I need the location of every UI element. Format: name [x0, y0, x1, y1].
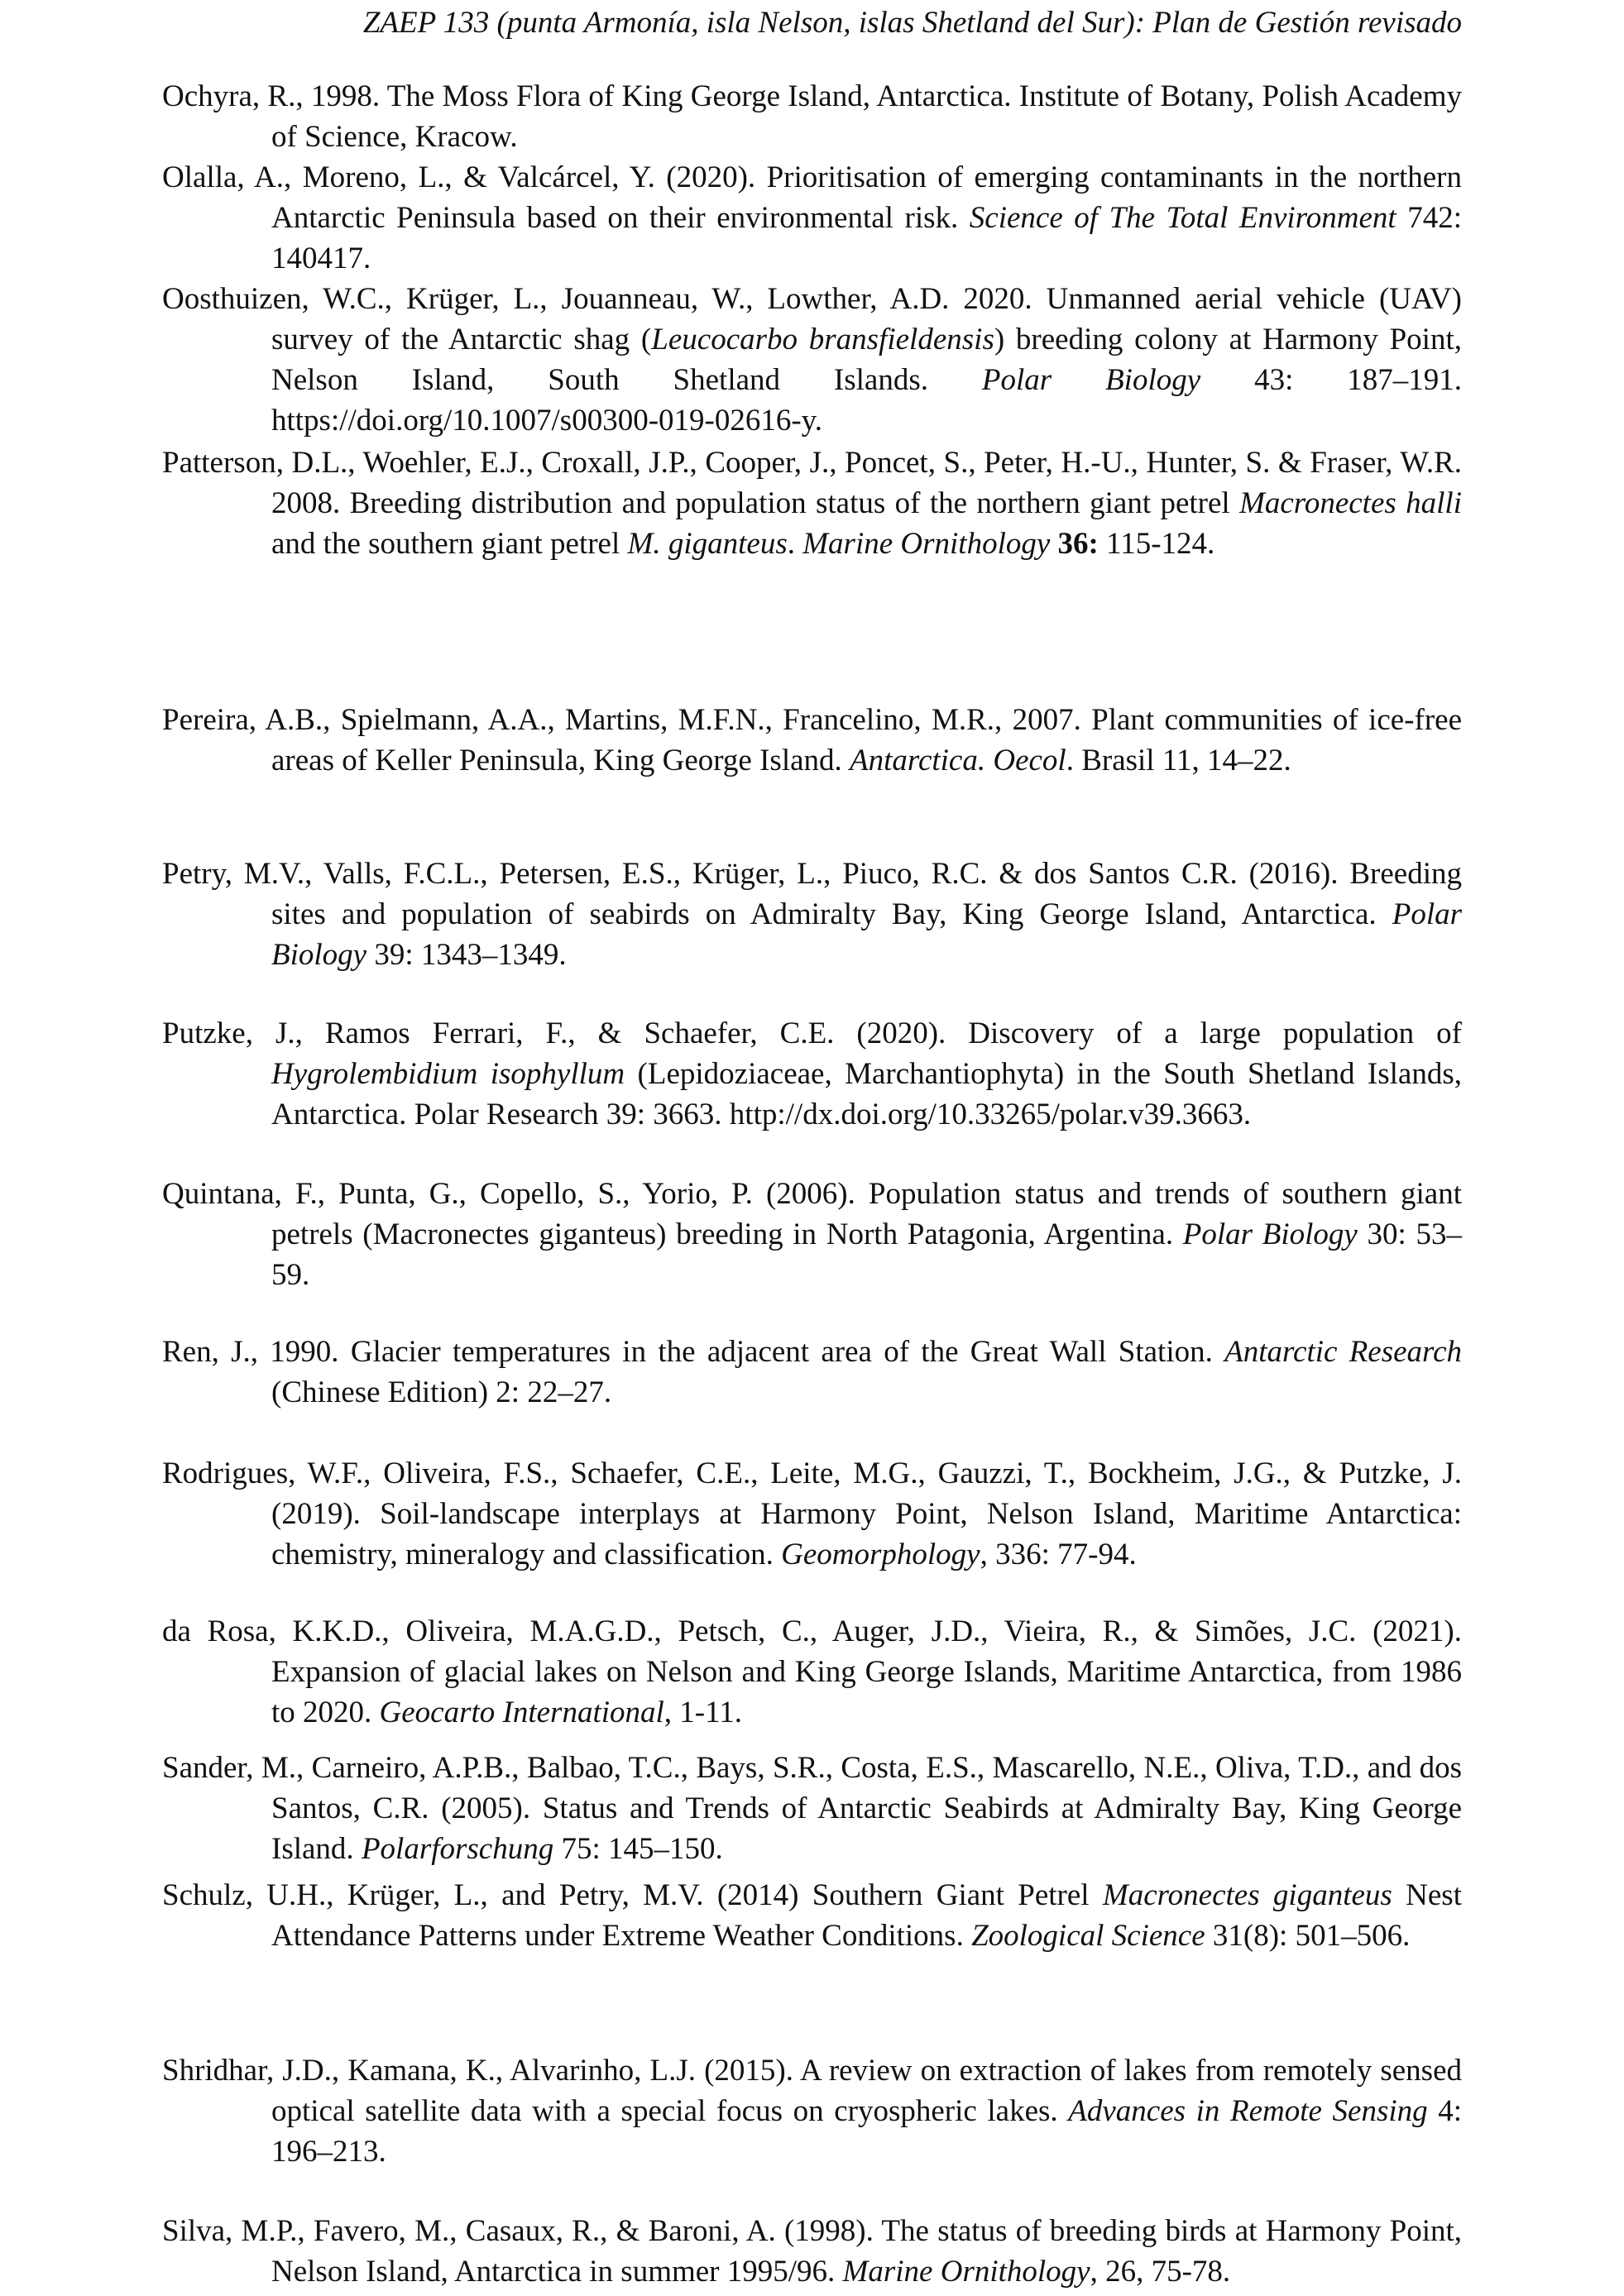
- reference-text: Sander, M., Carneiro, A.P.B., Balbao, T.C., Bays, S.R., Costa, E.S., Mascarello, N.E., Oliva, T.D., and dos Santos, C.R. (2005). Status and Trends of Antarctic Seabirds at Admiralty Bay, King George Island.: [162, 1751, 1462, 1866]
- reference-text: . Brasil 11, 14–22.: [1066, 744, 1291, 777]
- reference-text: 30: 53–59.: [271, 1217, 1462, 1292]
- reference-entry: [162, 1013, 1462, 1135]
- reference-text: Quintana, F., Punta, G., Copello, S., Yorio, P. (2006). Population status and trends of southern giant petrels (Macronectes giganteus) breeding in North Patagonia, Argentina.: [162, 1177, 1462, 1251]
- reference-text: Silva, M.P., Favero, M., Casaux, R., & Baroni, A. (1998). The status of breeding birds at Harmony Point, Nelson Island, Antarctica in summer 1995/96.: [162, 2214, 1462, 2289]
- reference-italic-text: Advances in Remote Sensing: [1068, 2094, 1428, 2128]
- reference-text: Putzke, J., Ramos Ferrari, F., & Schaefer, C.E. (2020). Discovery of a large population of: [162, 1016, 1462, 1050]
- reference-italic-text: Antarctic Research: [1224, 1335, 1463, 1369]
- reference-entry: [162, 700, 1462, 781]
- reference-text: 31(8): 501–506.: [1205, 1919, 1411, 1953]
- reference-text: (Lepidoziaceae, Marchantiophyta) in the South Shetland Islands, Antarctica. Polar Research 39: 3663. http://dx.doi.org/10.33265/polar.v39.3663.: [271, 1057, 1462, 1131]
- reference-entry: [162, 854, 1462, 975]
- reference-text: Petry, M.V., Valls, F.C.L., Petersen, E.S., Krüger, L., Piuco, R.C. & dos Santos C.R. (2016). Breeding sites and population of seabirds on Admiralty Bay, King George Island, Antarctica.: [162, 857, 1462, 931]
- reference-text: 75: 145–150.: [553, 1832, 723, 1866]
- reference-text: 742: 140417.: [271, 201, 1462, 275]
- reference-text: da Rosa, K.K.D., Oliveira, M.A.G.D., Petsch, C., Auger, J.D., Vieira, R., & Simões, J.C. (2021). Expansion of glacial lakes on Nelson and King George Islands, Maritime Antarctica, from 1986 to 2020.: [162, 1614, 1462, 1729]
- reference-text: Rodrigues, W.F., Oliveira, F.S., Schaefer, C.E., Leite, M.G., Gauzzi, T., Bockheim, J.G., & Putzke, J. (2019). Soil-landscape interplays at Harmony Point, Nelson Island, Maritime Antarctica: chemistry, mineralogy and classification.: [162, 1457, 1462, 1571]
- reference-italic-text: Polar Biology: [271, 897, 1462, 972]
- reference-entry: [162, 1748, 1462, 1869]
- reference-entry: [162, 442, 1462, 564]
- reference-text: .: [787, 527, 803, 561]
- reference-text: [1050, 527, 1057, 561]
- reference-italic-text: Marine Ornithology: [802, 527, 1051, 561]
- reference-text: 39: 1343–1349.: [366, 938, 567, 972]
- reference-entry: [162, 1174, 1462, 1295]
- reference-text: 43: 187–191. https://doi.org/10.1007/s00300-019-02616-y.: [271, 363, 1462, 438]
- reference-text: , 26, 75-78.: [1090, 2255, 1231, 2289]
- reference-italic-text: Macronectes halli: [1239, 486, 1462, 520]
- reference-text: Olalla, A., Moreno, L., & Valcárcel, Y. (2020). Prioritisation of emerging contaminants in the northern Antarctic Peninsula based on their environmental risk.: [162, 160, 1462, 235]
- reference-entry: [162, 1875, 1462, 1956]
- reference-text: Oosthuizen, W.C., Krüger, L., Jouanneau, W., Lowther, A.D. 2020. Unmanned aerial vehicle (UAV) survey of the Antarctic shag (: [162, 282, 1462, 356]
- reference-text: , 1-11.: [663, 1696, 742, 1729]
- reference-italic-text: Zoological Science: [971, 1919, 1205, 1953]
- reference-text: Pereira, A.B., Spielmann, A.A., Martins, M.F.N., Francelino, M.R., 2007. Plant communities of ice-free areas of Keller Peninsula, King George Island.: [162, 703, 1462, 777]
- reference-entry: [162, 76, 1462, 157]
- reference-italic-text: Polar Biology: [1182, 1217, 1358, 1251]
- reference-entry: [162, 279, 1462, 441]
- reference-italic-text: M. giganteus: [627, 527, 788, 561]
- reference-italic-text: Polar Biology: [981, 363, 1201, 397]
- reference-text: Ochyra, R., 1998. The Moss Flora of King George Island, Antarctica. Institute of Botany, Polish Academy of Science, Kracow.: [162, 79, 1462, 154]
- reference-entry: [162, 2211, 1462, 2292]
- reference-text: Shridhar, J.D., Kamana, K., Alvarinho, L.J. (2015). A review on extraction of lakes from remotely sensed optical satellite data with a special focus on cryospheric lakes.: [162, 2054, 1462, 2128]
- reference-text: Patterson, D.L., Woehler, E.J., Croxall, J.P., Cooper, J., Poncet, S., Peter, H.-U., Hunter, S. & Fraser, W.R. 2008. Breeding distribution and population status of the northern giant petrel: [162, 446, 1462, 520]
- reference-text: Ren, J., 1990. Glacier temperatures in the adjacent area of the Great Wall Station.: [162, 1335, 1225, 1369]
- reference-text: 4: 196–213.: [271, 2094, 1462, 2169]
- reference-italic-text: Hygrolembidium isophyllum: [271, 1057, 625, 1091]
- reference-italic-text: Geomorphology: [781, 1538, 980, 1571]
- running-header: ZAEP 133 (punta Armonía, isla Nelson, islas Shetland del Sur): Plan de Gestión revisado: [362, 6, 1462, 40]
- reference-italic-text: Antarctica. Oecol: [850, 744, 1066, 777]
- reference-italic-text: Science of The Total Environment: [969, 201, 1396, 235]
- reference-italic-text: Leucocarbo bransfieldensis: [651, 323, 994, 356]
- reference-text: 115-124.: [1098, 527, 1215, 561]
- reference-entry: [162, 1332, 1462, 1413]
- reference-italic-text: Polarforschung: [361, 1832, 554, 1866]
- reference-text: Schulz, U.H., Krüger, L., and Petry, M.V. (2014) Southern Giant Petrel: [162, 1878, 1103, 1912]
- reference-italic-text: Macronectes giganteus: [1102, 1878, 1392, 1912]
- reference-text: , 336: 77-94.: [980, 1538, 1137, 1571]
- reference-text: Nest Attendance Patterns under Extreme Weather Conditions.: [271, 1878, 1462, 1953]
- reference-entry: [162, 157, 1462, 279]
- reference-entry: [162, 1453, 1462, 1575]
- reference-text: and the southern giant petrel: [271, 527, 628, 561]
- reference-entry: [162, 1611, 1462, 1733]
- reference-italic-text: Geocarto International: [379, 1696, 664, 1729]
- reference-text: (Chinese Edition) 2: 22–27.: [271, 1375, 612, 1409]
- reference-bold-text: 36:: [1057, 527, 1099, 561]
- reference-text: ) breeding colony at Harmony Point, Nelson Island, South Shetland Islands.: [271, 323, 1462, 397]
- reference-italic-text: Marine Ornithology: [842, 2255, 1090, 2289]
- reference-entry: [162, 2050, 1462, 2172]
